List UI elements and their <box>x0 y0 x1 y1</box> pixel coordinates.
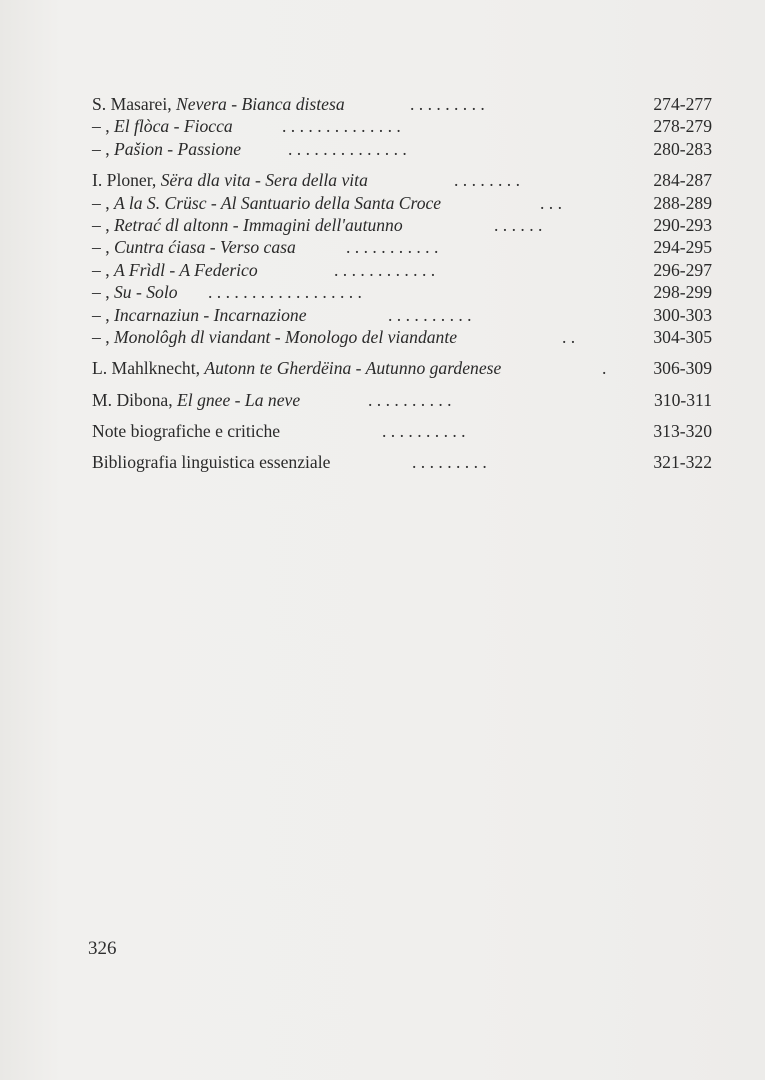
toc-entry <box>92 192 441 214</box>
toc-entry <box>92 451 330 473</box>
toc-row <box>92 451 712 473</box>
toc-row <box>92 326 712 348</box>
toc-author: – , <box>92 304 114 325</box>
leader-dots: . . . . . . . . . . . . . . . . . . <box>208 282 362 303</box>
toc-entry <box>92 326 457 348</box>
leader-dots: . . . . . . . . . <box>410 94 485 114</box>
toc-author: – , <box>92 138 114 159</box>
toc-pages: 288-289 <box>653 192 712 213</box>
toc-pages: 278-279 <box>653 116 712 137</box>
toc-title: Su - Solo <box>114 282 178 303</box>
toc-pages: 300-303 <box>653 304 712 325</box>
toc-row <box>92 304 712 326</box>
toc-entry <box>92 281 178 303</box>
toc-pages: 290-293 <box>653 214 712 235</box>
toc-pages: 306-309 <box>653 358 712 379</box>
toc-author: – , <box>92 116 114 137</box>
toc-title: A la S. Crüsc - Al Santuario della Santa Croce <box>114 192 442 213</box>
toc-author: M. Dibona, <box>92 389 178 410</box>
toc-entry <box>92 138 241 160</box>
toc-pages: 284-287 <box>653 170 712 191</box>
toc-pages: 294-295 <box>653 237 712 258</box>
toc-pages: 321-322 <box>653 452 712 473</box>
toc-title: Cuntra ćiasa - Verso casa <box>114 237 296 258</box>
toc-author: – , <box>92 282 114 303</box>
toc-entry <box>92 236 296 258</box>
leader-dots: . . . . . . . . . . . . . . <box>282 116 401 137</box>
leader-dots: . . . . . . . . . . <box>388 304 472 325</box>
leader-dots: . . . . . . . . . . <box>382 421 466 442</box>
toc-author: – , <box>92 237 114 258</box>
toc-pages: 304-305 <box>653 326 712 347</box>
leader-dots: . . . . . . . . . . . . . . <box>288 138 407 159</box>
toc-row <box>92 420 712 442</box>
toc-title: Nevera - Bianca distesa <box>176 94 345 114</box>
toc-row <box>92 357 712 379</box>
page-number: 326 <box>88 938 117 959</box>
toc-entry <box>92 304 307 326</box>
toc-entry <box>92 389 300 411</box>
toc-pages: 274-277 <box>653 94 712 114</box>
leader-dots: . . . . . . . . <box>454 170 520 191</box>
toc-title: A Frìdl - A Federico <box>114 259 258 280</box>
leader-dots: . <box>602 358 607 379</box>
toc-author: Bibliografia linguistica essenziale <box>92 452 331 473</box>
toc-row <box>92 192 712 214</box>
toc-author: L. Mahlknecht, <box>92 358 205 379</box>
toc-author: S. Masarei, <box>92 94 177 114</box>
toc-title: Incarnaziun - Incarnazione <box>114 304 307 325</box>
toc-title: Pašion - Passione <box>114 138 242 159</box>
toc-pages: 310-311 <box>654 389 712 410</box>
toc-pages: 296-297 <box>653 259 712 280</box>
toc-author: – , <box>92 326 114 347</box>
toc-author: – , <box>92 192 114 213</box>
toc-row <box>92 281 712 303</box>
toc-title: Monolôgh dl viandant - Monologo del viandante <box>114 326 458 347</box>
toc-title: El flòca - Fiocca <box>114 116 233 137</box>
leader-dots: . . . . . . . . . <box>412 452 487 473</box>
toc-entry <box>92 93 345 115</box>
toc-row <box>92 259 712 281</box>
toc-row <box>92 214 712 236</box>
toc-author: I. Ploner, <box>92 170 161 191</box>
leader-dots: . . . . . . . . . . <box>368 389 452 410</box>
toc-row <box>92 138 712 160</box>
toc-title: Sëra dla vita - Sera della vita <box>160 170 368 191</box>
leader-dots: . . . . . . . . . . . . <box>334 259 436 280</box>
toc-entry <box>92 115 233 137</box>
toc-title: Autonn te Gherdëina - Autunno gardenese <box>204 358 502 379</box>
toc-pages: 280-283 <box>653 138 712 159</box>
table-of-contents <box>92 93 712 474</box>
toc-entry <box>92 169 368 191</box>
toc-entry <box>92 214 403 236</box>
leader-dots: . . . . . . . . . . . <box>346 237 439 258</box>
toc-entry <box>92 259 258 281</box>
leader-dots: . . <box>562 326 576 347</box>
toc-title: El gnee - La neve <box>177 389 301 410</box>
leader-dots: . . . <box>540 192 562 213</box>
toc-entry <box>92 420 280 442</box>
toc-author: – , <box>92 259 114 280</box>
toc-row <box>92 389 712 411</box>
toc-row <box>92 93 712 115</box>
toc-row <box>92 236 712 258</box>
toc-pages: 298-299 <box>653 282 712 303</box>
toc-row <box>92 169 712 191</box>
toc-author: Note biografiche e critiche <box>92 421 281 442</box>
toc-pages: 313-320 <box>653 421 712 442</box>
toc-row <box>92 115 712 137</box>
toc-entry <box>92 357 501 379</box>
toc-title: Retrać dl altonn - Immagini dell'autunno <box>114 214 403 235</box>
toc-author: – , <box>92 214 114 235</box>
leader-dots: . . . . . . <box>494 214 543 235</box>
